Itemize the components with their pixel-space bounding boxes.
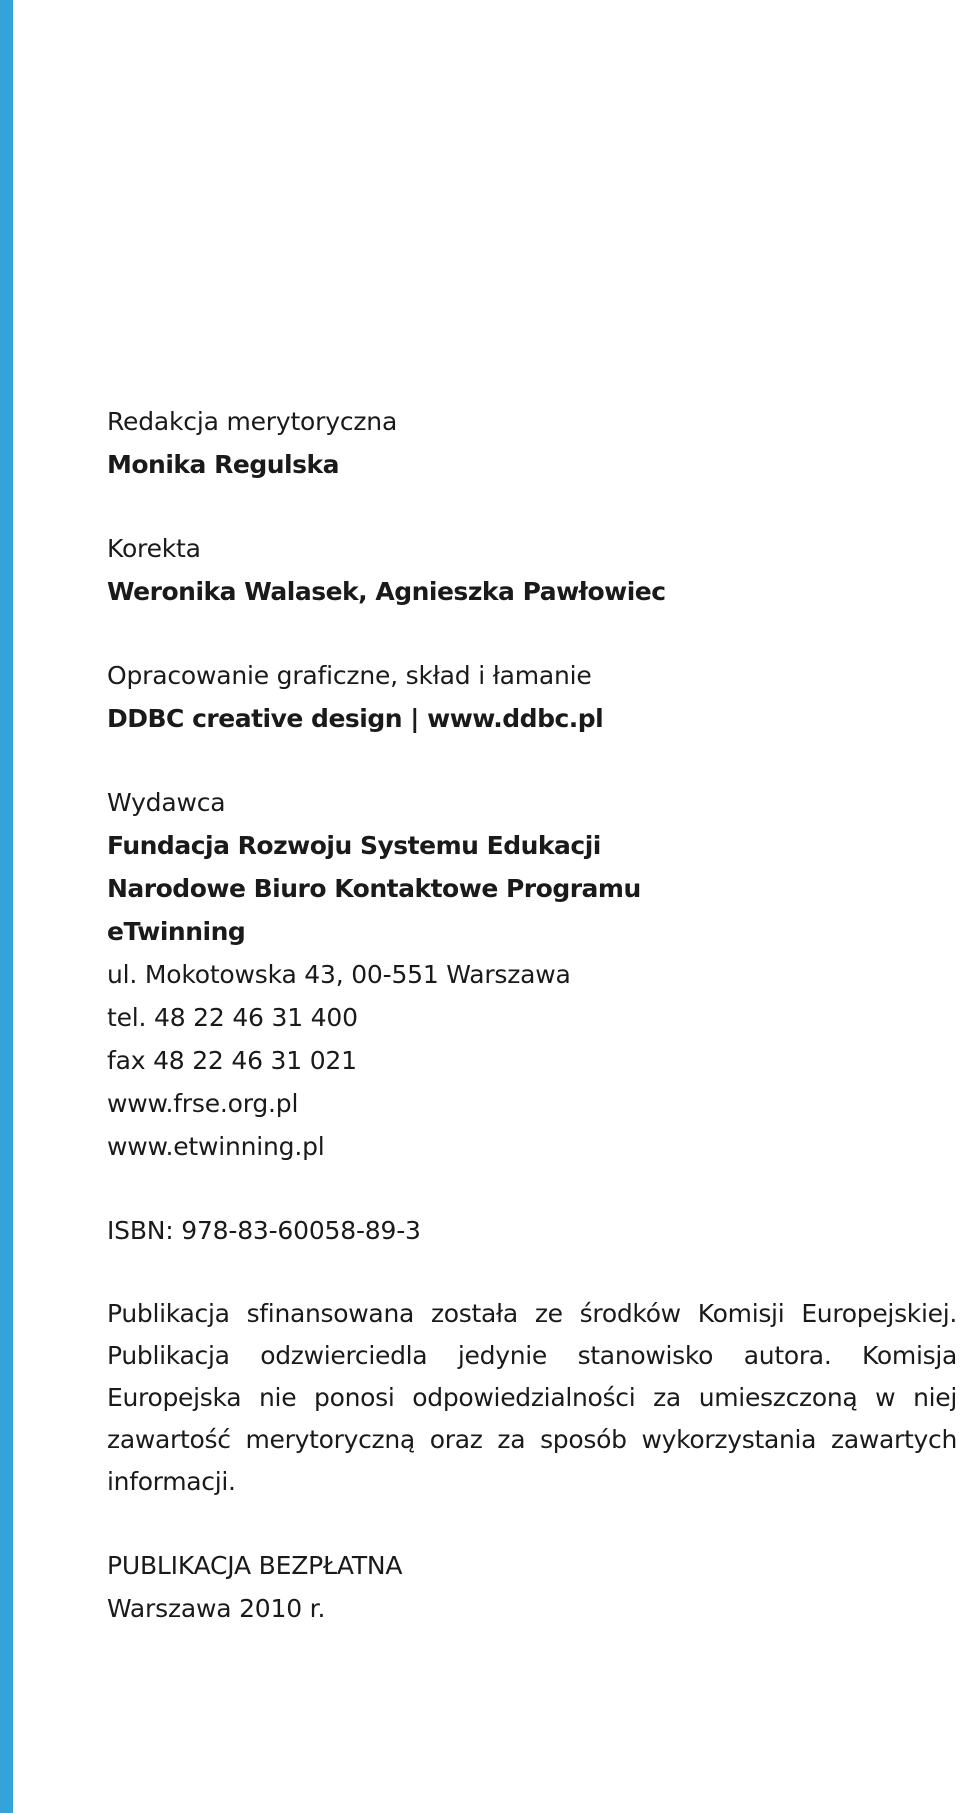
editorial-name: Monika Regulska (107, 450, 339, 479)
publisher-name-line1: Fundacja Rozwoju Systemu Edukacji (107, 831, 601, 860)
spacer (107, 486, 957, 527)
disclaimer-paragraph: Publikacja sfinansowana została ze środków Komisji Europejskiej. Publikacja odzwierciedla jedynie stanowisko autora. Komisja Europejska nie ponosi odpowiedzialności za umieszczoną w niej zawartość merytoryczną oraz za sposób wykorzystania zawartych informacji. (107, 1299, 957, 1496)
publisher-label: Wydawca (107, 788, 226, 817)
spacer (107, 613, 957, 654)
place-and-date: Warszawa 2010 r. (107, 1594, 326, 1623)
colophon (107, 400, 957, 1630)
spacer (107, 740, 957, 781)
accent-side-bar (0, 0, 13, 1813)
publisher-fax: fax 48 22 46 31 021 (107, 1046, 357, 1075)
publisher-web-etwinning: www.etwinning.pl (107, 1132, 325, 1161)
proofreading-names: Weronika Walasek, Agnieszka Pawłowiec (107, 577, 666, 606)
design-label: Opracowanie graficzne, skład i łamanie (107, 661, 592, 690)
free-publication-note: PUBLIKACJA BEZPŁATNA (107, 1551, 403, 1580)
spacer (107, 1168, 957, 1209)
publisher-tel: tel. 48 22 46 31 400 (107, 1003, 358, 1032)
spacer (107, 1252, 957, 1293)
spacer (107, 1503, 957, 1544)
proofreading-label: Korekta (107, 534, 201, 563)
editorial-label: Redakcja merytoryczna (107, 407, 398, 436)
publisher-address: ul. Mokotowska 43, 00-551 Warszawa (107, 960, 571, 989)
isbn: ISBN: 978-83-60058-89-3 (107, 1216, 421, 1245)
publisher-web-frse: www.frse.org.pl (107, 1089, 299, 1118)
publisher-name-line2: Narodowe Biuro Kontaktowe Programu (107, 874, 641, 903)
design-name: DDBC creative design | www.ddbc.pl (107, 704, 604, 733)
publisher-name-line3: eTwinning (107, 917, 246, 946)
